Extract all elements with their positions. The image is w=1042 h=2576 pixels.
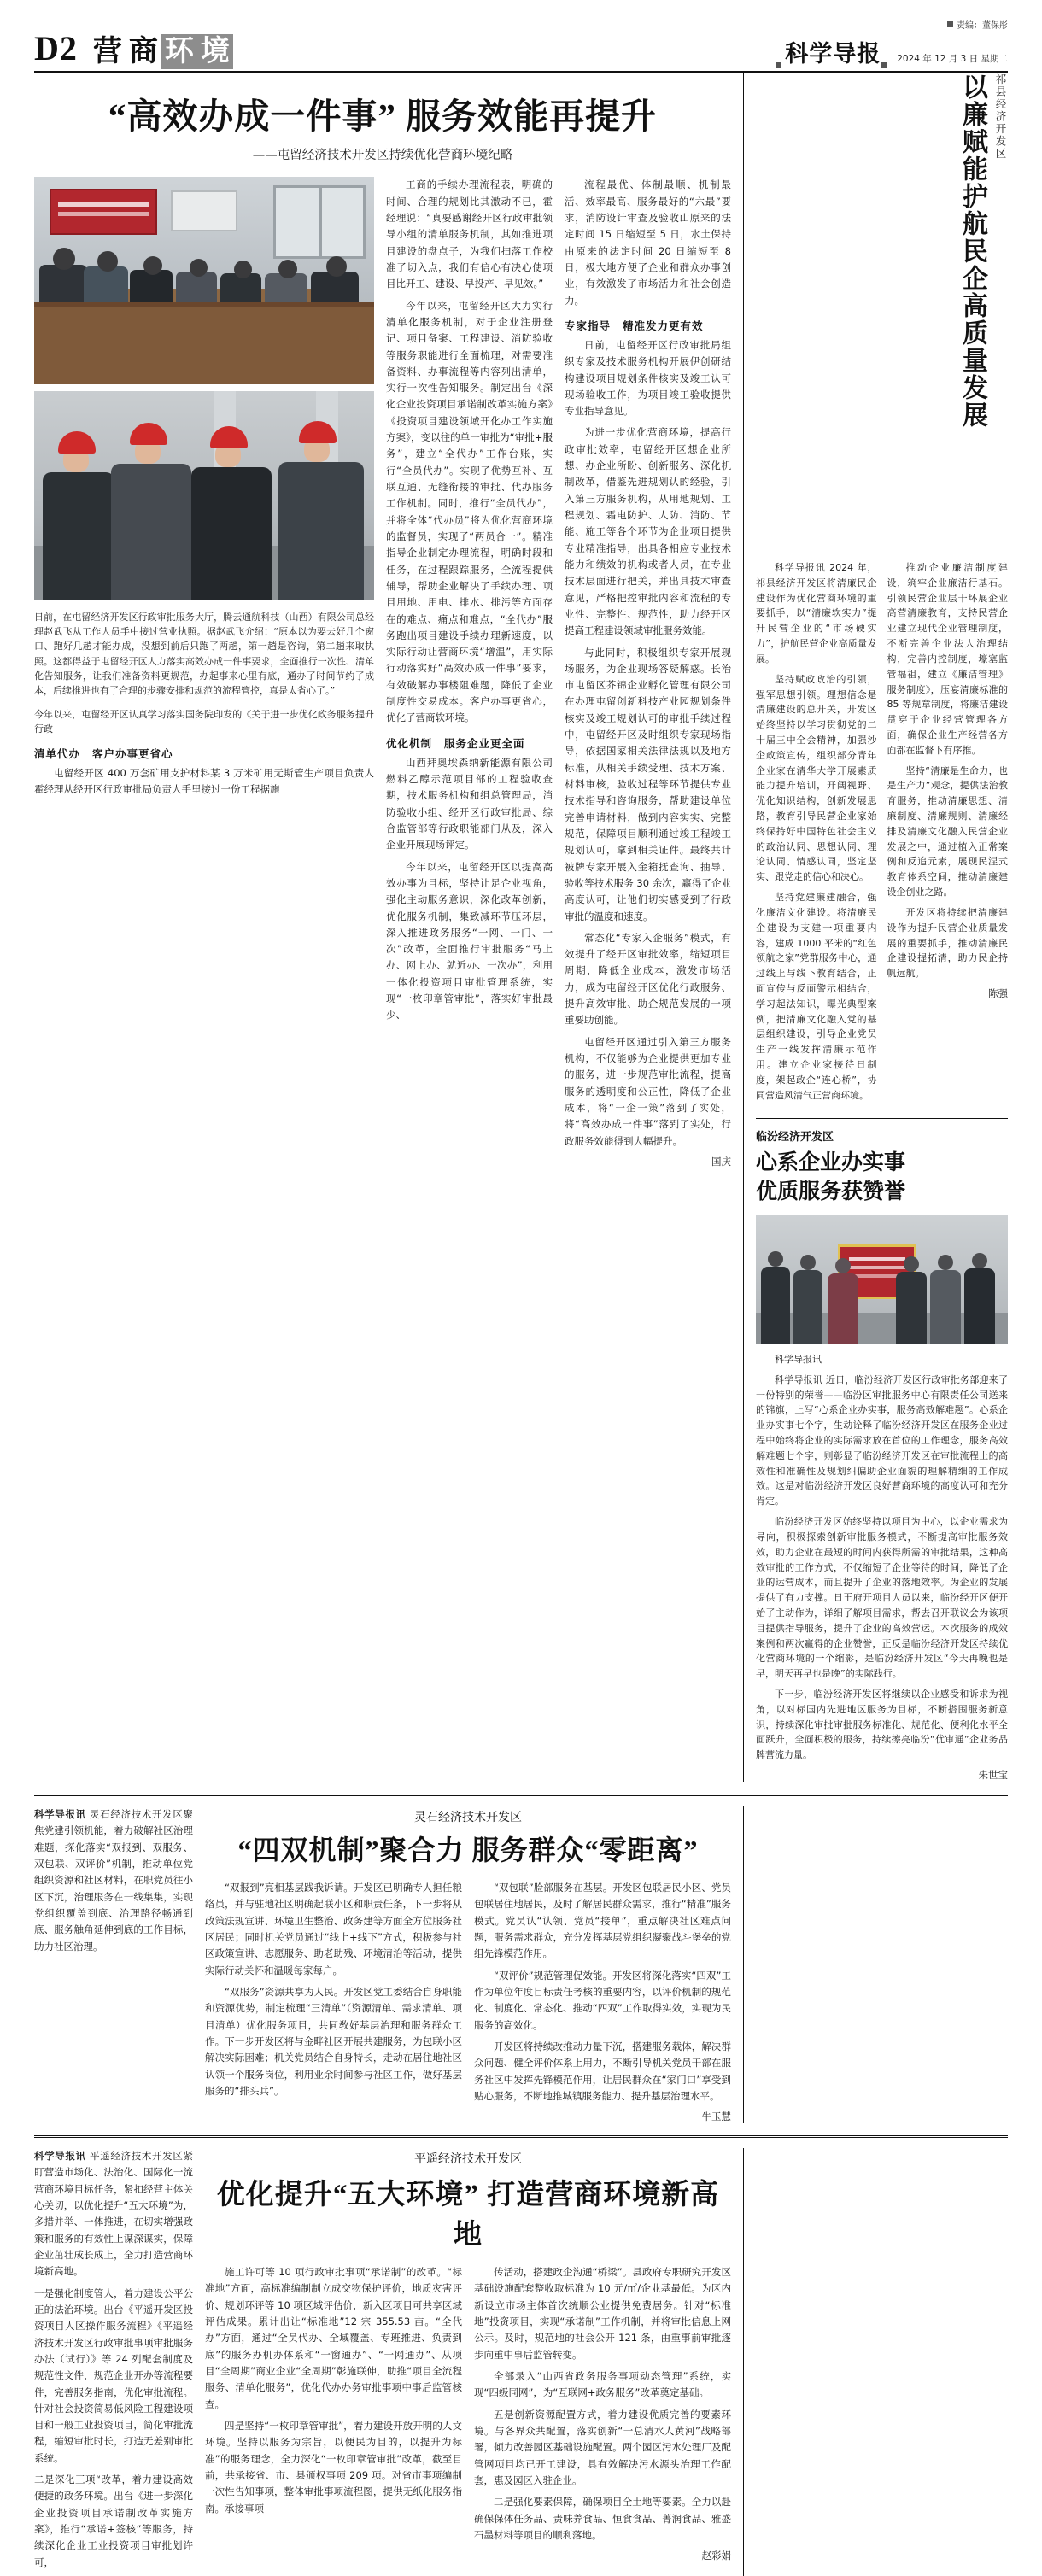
rail-bottom-col-1: [756, 1352, 1008, 1782]
paragraph: 下一步，临汾经济开发区将继续以企业感受和诉求为视角，以对标国内先进地区服务为目标，不断搭围服务新意识，持续深化审批审批服务标准化、规范化、便利化水平全面跃升，全面积极的服务，持续擦亮临汾“优审通”企业务品牌营流力量。: [756, 1689, 1008, 1761]
section-char-1: 营: [92, 33, 122, 68]
bottom-columns: [205, 2264, 731, 2562]
subhead-mini-b: 客户办事更省心: [92, 746, 173, 760]
paragraph: 山西拜奥埃森纳新能源有限公司燃料乙醇示范项目部的工程验收查期，技术服务机构和组总管理局，消防验收小组、经开区行政审批局、综合监管部等行政职能部门从及，深入企业开展现场评定。: [386, 756, 553, 852]
subhead-1: [386, 735, 553, 751]
kicker: 科学导报讯: [34, 1808, 86, 1821]
issue-date: 2024 年 12 月 3 日 星期二: [897, 54, 1008, 64]
page-number: D2: [34, 29, 78, 67]
paper-line: [776, 35, 1008, 68]
bottom-intro-column: [34, 2148, 205, 2576]
section-char-4: 境: [197, 34, 233, 69]
subhead-1-a: 优化机制: [386, 736, 433, 750]
editor-credit: [947, 18, 1008, 31]
subhead-2: [565, 318, 731, 333]
photo-column: [34, 177, 374, 1168]
masthead: [34, 19, 1008, 73]
section-divider-1: [34, 1794, 1008, 1796]
bottom-intro: 平遥经济技术开发区紧盯营造市场化、法治化、国际化一流营商环境目标任务，紧扣经营主体关心关切，以优化提升“五大环境”为，多措并举、一体推进，在切实增强政策和服务的有效性上谋深谋实，保障企业茁壮成长成上，全力打造营商环境新高地。: [34, 2150, 193, 2278]
vertical-headline-wrap: [756, 73, 1008, 552]
window: [273, 185, 366, 259]
byline: 朱世宝: [978, 1769, 1008, 1782]
paragraph: 坚持党建廉建融合，强化廉洁文化建设。将清廉民企建设为支建一项重要内容，建成 1000 平米的“红色领航之家”党群服务中心，通过线上与线下教育结合，正面宣传与反面警示相结合，学习起法知识，曝光典型案例，把清廉文化融入党的基层组织建设，引导企业党员生产一线发挥清廉示范作用。建立企业家接待日制度，架起政企“连心桥”，协同营造风清气正营商环境。: [756, 892, 877, 1101]
right-rail: [743, 73, 1008, 1782]
kicker: 科学导报讯: [775, 1353, 822, 1365]
paragraph: 二是深化三项“改革，着力建设高效便捷的政务环境。出台《进一步深化企业投资项目承诺制改革实施方案》，推行“承诺+签核”等服务，持续深化企业工业投资项目审批划许可，: [34, 2474, 193, 2568]
bottom-right-spacer: [743, 2148, 1008, 2576]
subhead-mini: [34, 746, 374, 761]
paragraph: 一是强化制度管人，着力建设公平公正的法治环境。出台《平遥开发区投资项目人区操作服务流程》《平遥经济技术开发区行政审批事项审批服务办法（试行）》等 24 列配套制度及规范性文件，规范企业开办等流程要件，完善服务指南，优化审批流程。针对社会投资简易低风险工程建设项目和一般工业投资项目，简化审批流程，缩短审批时长，打造无差别审批系统。: [34, 2286, 193, 2464]
editor-label: 责编：董保彤: [957, 21, 1008, 31]
worker-4: [273, 419, 369, 600]
square-marker-icon-2: [776, 62, 782, 68]
lead-text-columns: [386, 177, 731, 1168]
bottom-col-1: [205, 2264, 462, 2562]
masthead-right: [776, 18, 1008, 68]
square-marker-icon: [947, 21, 953, 27]
paragraph: 工商的手续办理流程表，明确的时间、合理的规划比其激动不已，霍经理说：“真要感谢经开区行政审批领导小组的清单服务机制，其如推进项目建设的盘点子，为我们扫落工作校准了切入点，我们有信心有决心使项目比开工、建设、早投产、早见效。”: [386, 179, 553, 290]
paragraph: [34, 2148, 193, 2280]
mini-para: 屯留经开区 400 万套矿用支护材料某 3 万米矿用无斯管生产项目负责人霍经理从经开区行政审批局负责人手里接过一份工程据施: [34, 766, 374, 796]
mid-dept: 灵石经济技术开发区: [414, 1811, 522, 1825]
paragraph: 科学导报讯 2024 年，祁县经济开发区将清廉民企建设作为优化营商环境的重要抓手，以“清廉软实力”提升民营企业的“市场硬实力”，护航民营企业高质量发展。: [756, 562, 877, 664]
page-title: “高效办成一件事” 服务效能再提升: [108, 97, 658, 136]
paragraph: 二是强化要素保障，确保项目全土地等要素。全力以赴确保保体任务品、责味养食品、恒食食品、菁润食品、雅盛石墨材料等项目的顺利落地。: [474, 2496, 731, 2541]
mid-intro: 灵石经济技术开发区聚焦党建引领机能，着力破解社区治理难题，探化落实“双报到、双服务、双包联、双评价”机制，推动单位党组织资源和社区材料，在职党员往小区下沉，治理服务在一线集集，实现党组织覆盖到底、治理路径畅通到底、服务触角延伸到底的工作目标，助力社区治理。: [34, 1808, 193, 1952]
paragraph: 流程最优、体制最顺、机制最活、效率最高、服务最好的“六最”要求，消防设计审查及验收山原来的法定时间 15 日缩短至 5 日，水土保持由原来的法定时间 20 日缩短至 8 日，极大地方便了企业和群众办事创业，有效激发了市场活力和社会创造力。: [565, 179, 731, 307]
paragraph: 日前，屯留经开区行政审批局组织专家及技术服务机构开展伊创研结构建设项目规划条件核实及竣工认可现场验收工作，为项目竣工验收提供专业指导意见。: [565, 338, 731, 418]
lead-subhead: ——屯留经济技术开发区持续优化营商环境纪略: [252, 149, 513, 163]
rail-col-2: [887, 560, 1009, 1108]
paragraph: 坚持赋政政治的引领，强军思想引领。理想信念是清廉建设的总开关，开发区始终坚持以学习贯彻党的二十届三中全会精神，加强沙企政策宣传，组织部分青年企业家在清华大学开展素质能力提升培训，开阔视野、优化知识结构，创新发展思路，教育引导民营企业家始终保持好中国特色社会主义的政治认同、思想认同、理论认同、情感认同，坚定坚实、跟党走的信心和决心。: [756, 673, 877, 883]
newspaper-page: [0, 19, 1042, 2568]
subhead-1-b: 服务企业更全面: [444, 736, 525, 750]
rail-bottom-headline: [756, 1149, 1008, 1207]
rail-text: [756, 560, 1008, 1108]
bottom-zone: [34, 2148, 1008, 2576]
page-content: [34, 73, 1008, 2576]
photo-caption: 日前，在屯留经济开发区行政审批服务大厅，腾云通航科技（山西）有限公司总经理赵武飞从工作人员手中接过营业执照。据赵武飞介绍：“原本以为要去好几个窗口、跑好几趟才能办成，没想到前后只跑了两趟，第一趟是咨询，第二趟来取执照。这都得益于屯留经开区人力落实高效办成一件事要求，全面推行一次性、清单化告知服务，让我们准备资料更规范，办起事来心里有底，通办了时间节约了成本，后续推进也有了合理的步骤安排和规范的流程管控，真是太省心了。”: [34, 612, 374, 696]
paragraph: 今年以来，屯留经开区以提高高效办事为目标，坚持让足企业视角，强化主动服务意识，深化改革创新，优化服务机制，集致减环节压环层，深入推进政务服务“一网、一门、一次”改革，全面推行审批服务“马上办、网上办、就近办、一次办”，利用一体化投资项目审批管理系统，实现“一枚印章管审批”，落实好审批最少、: [386, 860, 553, 1022]
lead-col-1: [386, 177, 553, 1168]
paragraph: “双服务”资源共享为人民。开发区党工委结合自身职能和资源优势，制定梳理“三清单”（资源清单、需求清单、项目清单）优化服务项目，共同敎好基层治理和服务群众工作。下一步开发区将与金畔社区开展共建服务，为包联小区解决实际困难；机关党员结合自身特长，走动在居住地社区认领一个服务岗位，利用业余时间参与社区工作，做好基层服务的“排头兵”。: [205, 1985, 462, 2097]
bottom-article: [34, 2148, 743, 2576]
mid-right-spacer: [743, 1806, 1008, 2123]
paragraph: 施工许可等 10 项行政审批事项“承诺制”的改革。“标准地”方面，高标准编制制立成交物保护评价，地质灾害评价、规划环评等 10 项区域评估价，新入区项目可共享区域评估成果。累计出让“标准地”12 宗 355.53 亩。“全代办”方面，通过“全员代办、全域覆盖、专班推进、负责到底”的服务办机办体系和“一窗通办”、“一网通办”、从项目“全周期”商业企业“全周期”彰施联伸，助推“项目全流程服务、清单化服务”，优化代办办务审批事项中事后监管核查。: [205, 2266, 462, 2410]
bottom-headline: 优化提升“五大环境” 打造营商环境新高地: [216, 2180, 720, 2251]
worker-2: [108, 421, 196, 600]
mid-col-1: [205, 1880, 462, 2123]
lead-article: [34, 73, 743, 1782]
section-divider-2: [34, 2135, 1008, 2138]
paragraph: “双包联”脸部服务在基层。开发区包联居民小区、党员包联居住地居民，及时了解居民群众需求，推行“精准”服务模式。党员认“认领、党员“接单”，重点解决社区难点问题，服务需求群众，充分发挥基层党组织凝聚战斗堡垒的党组先锋模范作用。: [474, 1882, 731, 1960]
subhead-mini-a: 清单代办: [34, 746, 81, 760]
rail-headline: 以廉赋能护航民企高质量发展: [958, 73, 986, 429]
bottom-dept: 平遥经济技术开发区: [414, 2152, 522, 2167]
paper-name: 科学导报: [785, 41, 881, 67]
square-marker-icon-3: [881, 62, 887, 68]
paragraph: 推动企业廉洁制度建设，筑牢企业廉洁行基石。引领民营企业层干坏展企业高营清廉教育，支持民营企业建立现代企业管理制度，不断完善企业法人治理结构，完善内控制度，壕塞监管福祖，建立《廉洁管理》服务制度》，压宴清廉标准的 85 等规章制度，将廉洁建设贯穿于企业经营管理各方面，确保企业生产经营各方面都在监督下有序推。: [887, 562, 1008, 756]
banner-presentation-photo: [756, 1215, 1008, 1344]
mid-headline: “四双机制”聚合力 服务群众“零距离”: [237, 1835, 699, 1866]
rail-col-1: [756, 560, 877, 1108]
paragraph: 今年以来，屯留经开区大力实行清单化服务机制，对于企业注册登记、项目备案、工程建设、消防验收等服务职能进行全面梳理，对需要准备资料、办事流程等内容列出清单，实行一次性告知服务。制定出台《深化企业投资项目承诺制改革实施方案》《投资项目建设领域开化办工作实施方案》，变以往的单一审批为“审批+服务”，建立“全代办”工作台账，实行“全员代办”。实现了优势互补、互联互通、无缝衔接的审批、代办服务工作机制。同时，推行“全员代办”，并将全体“代办员”将为优化营商环境的监督员，实现了“两员合一”。精准指导企业制定办理流程，明确时段和任务，在过程跟踪服务，全流程提供辅导，帮助企业解决了手续办理、项目用地、用电、排水、排污等方面存在的难点、痛点和难点，“全代办”服务跑出项目建设手续办理新速度，以实际行动让营商环境“增温”，用实际行动落实好“高效办成一件事”要求，有效破解办事楼阻难题，降低了企业制度性交易成本。客户办事更省心，优化了营商软环境。: [386, 299, 553, 724]
paragraph: 五是创新资源配置方式，着力建设优质完善的要素环境。与各界众共配置，落实创新“一总清水人黄河”战略部署，倾力改善园区基础设施配置。两个园区污水处理厂及配管网项目均已开工建设，具有效解决污水源头治理工作配套，惠及园区入驻企业。: [474, 2408, 731, 2486]
worker-3: [188, 424, 277, 600]
paragraph: 四是坚持“一枚印章管审批”，着力建设开放开明的人文环境。坚持以服务为宗旨，以便民为目的，以提升为标准”的服务理念，全力深化“一枚印章管审批”改革，截至目前，共承接省、市、县颁权事项 209 项。对省市事项编制一次性告知事项，整体审批事项流程图，提供无纸化服务指南。承接事项: [205, 2419, 462, 2515]
paragraph: 常态化“专家入企服务”模式，有效提升了经开区审批效率，缩短项目周期，降低企业成本，激发市场活力，成为屯留经开区优化行政服务、提升高效审批、助企规范发展的一项重要助创能。: [565, 931, 731, 1027]
section-char-3: 环: [161, 34, 197, 69]
paragraph: 为进一步优化营商环境，提高行政审批效率，屯留经开区想企业所想、办企业所盼、创新服务、深化机制改革，借鉴先进规划认的经验，引入第三方服务机构，从用地规划、工程规划、霜电防护、人防、消防、节能、施工等各个环节为企业项目提供专业精准指导，出具各相应专业技术能力和绩效的机构或者人员，在专业技术层面进行把关，并出具技术审查意见，严格把控审批内容和流程的专业性、完整性、规范性，助力经开区提高工程建设领域审批服务效能。: [565, 426, 731, 637]
mid-intro-column: [34, 1806, 205, 2123]
top-zone: [34, 73, 1008, 1782]
mid-columns: [205, 1880, 731, 2123]
paragraph: 传活动，搭建政企沟通“桥梁”。县政府专职研究开发区基础设施配套整收取标准为 10 元/㎡/企业基最低。为区内新设立市场主体首次统顺公业提供免费居务。针对“标准地”投资项目，实现“承诺制”工作机制，并将审批信息上网公示。及时，规范地的社会公开 121 条，由重事前审批逐步向重中事后监管转变。: [474, 2266, 731, 2361]
section-char-2: 商: [128, 33, 158, 68]
paragraph: 开发区将持续把清廉建设作为提升民营企业质量发展的重要抓手，推动清廉民企建设提拓清，助力民企持帆远航。: [887, 906, 1008, 980]
mid-article: [34, 1806, 743, 2123]
byline: 赵彩娟: [701, 2550, 731, 2562]
section-title: [90, 34, 233, 69]
bottom-col-2: [474, 2264, 731, 2562]
paragraph: 屯留经开区通过引入第三方服务机构，不仅能够为企业提供更加专业的服务，进一步规范审批流程，提高服务的透明度和公正性，降低了企业成本，将“一企一策”落到了实处，将“高效办成一件事”落到了实处，行政服务效能得到大幅提升。: [565, 1035, 731, 1147]
lead-body: [34, 177, 731, 1168]
lead-col-2: [565, 177, 731, 1168]
kicker: 科学导报讯: [34, 2150, 86, 2163]
byline: 国庆: [711, 1155, 731, 1168]
subhead-2-a: 专家指导: [565, 319, 612, 332]
byline: 牛玉慧: [701, 2111, 731, 2123]
paragraph: “双报到”亮相基层践我诉请。开发区已明确专人担任粮络员，并与驻地社区明确起联小区和职责任条，下一步将从政策法规宣讲、环境卫生整治、政务建等方面全方位服务社区居民；同时机关党员通过“线上+线下”方式，积极参与社区政策宣讲、志愿服务、助老助残、环境清治等活动，提供实际行动关怀和温暖每家每户。: [205, 1882, 462, 1976]
rail-bottom-headline-1: 心系企业办实事: [756, 1151, 906, 1175]
photo-caption-2: 今年以来，屯留经开区认真学习落实国务院印发的《关于进一步优化政务服务提升行政: [34, 708, 374, 735]
byline: 陈强: [988, 986, 1008, 999]
paragraph: [756, 1352, 1008, 1367]
paragraph: 与此同时，积极组织专家开展现场服务，为企业现场答疑解惑。长治市屯留区芥锦企业孵化管理有限公司在办理屯留创新科技产业园规划条件核实及竣工规划认可的审批手续过程中，屯留经开区及时组织专家现场指导，依据国家相关法律法规以及地方标准，从相关手续受理、技术方案、材料审核，验收过程等环节提供专业技术指导和咨询服务，帮助建设单位完善申请材料，做到内容实实、完整规范，保障项目顺利通过竣工程竣工规划认可，拿到相关证件。最终共计被牌专家开展入金箱抚查询、抽导、验收等技术服务 30 余次，赢得了企业高度认可，让他们切实感受到了行政审批的温度和速度。: [565, 646, 731, 922]
paragraph: “双评价”规范管理促效能。开发区将深化落实“四双”工作为单位年度目标责任考核的重要内容，以评价机制的规范化、制度化、常态化、推动“四双”工作取得实效，实现为民服务的高效化。: [474, 1969, 731, 2031]
mid-zone: [34, 1806, 1008, 2123]
paragraph: [34, 1806, 193, 1955]
paragraph: 科学导报讯 近日，临汾经济开发区行政审批务部迎来了一份特别的荣誉——临汾区审批服务中心有限责任公司送来的锦旗，上写“心系企业办实事，服务高效解难题”。心系企业办实事七个字，生动诠释了临汾经济开发区在服务企业过程中始终将企业的实际需求放在首位的工作理念，服务高效解难题七个字，则彰显了临汾经济开发区在审批流程上的高效性和准确性及规划纠偏助企业面貌的理解精细的工作成效。这是对临汾经济开发区良好营商环境的高度认可和充分肯定。: [756, 1373, 1008, 1508]
meeting-room-photo: [34, 177, 374, 384]
wall-board: [171, 190, 237, 231]
rail-bottom-headline-2: 优质服务获赞誉: [756, 1180, 906, 1204]
paragraph: 开发区将持续改推动力量下沉，搭建服务载体，解决群众问题、健全评价体系上用力，不断引导机关党员干部在服务社区中发挥先锋模范作用，让居民群众在“家门口”享受到贴心服务，不断地推城镇服务能力、提升基层治理水平。: [474, 2040, 731, 2102]
paragraph: 全部录入“山西省政务服务事项动态管理”系统，实现“四级同网”，为“互联网+政务服务”改革奠定基础。: [474, 2370, 731, 2399]
paragraph: 临汾经济开发区始终坚持以项目为中心，以企业需求为导向，积极探索创新审批服务模式，不断提高审批服务效效，助力企业在最短的时间内获得所需的审批结果，这种高效审批的工作方式，不仅缩短了企业等待的时间，降低了企业的运营成本，而且提升了企业的落地效率。为企业的发展提供了有力支撑。日王府开项目人员以来，临汾经开区便开始了主动作为，详细了解项目需求，帮去召开联议会为该项目提供指导服务，提升了企业的高效营运。本次服务的成效案例和两次赢得的企业赞誉，正反是临汾经济开发区持续优化营商环境的一个缩影，是临汾经济开发区“今天再晚也是早，明天再早也是晚”的实际践行。: [756, 1516, 1008, 1680]
rail-bottom-text: [756, 1352, 1008, 1782]
subhead-2-b: 精准发力更有效: [623, 319, 704, 332]
paragraph: 坚持“清廉是生命力，也是生产力”观念，提供法治教育服务，推动清廉思想、清廉制度、清廉规则、清廉经排及清廉文化融入民营企业发展之中，通过植入正常案例和反追元素，展现民涅式教育体系空间，推动清廉建设企创业之路。: [887, 764, 1008, 899]
rail-bottom-kicker: 临汾经济开发区: [756, 1131, 834, 1145]
red-banner: [50, 189, 157, 235]
site-inspection-photo: [34, 391, 374, 600]
rail-kicker: 祁县经济开发区: [994, 73, 1007, 161]
mid-col-2: [474, 1880, 731, 2123]
